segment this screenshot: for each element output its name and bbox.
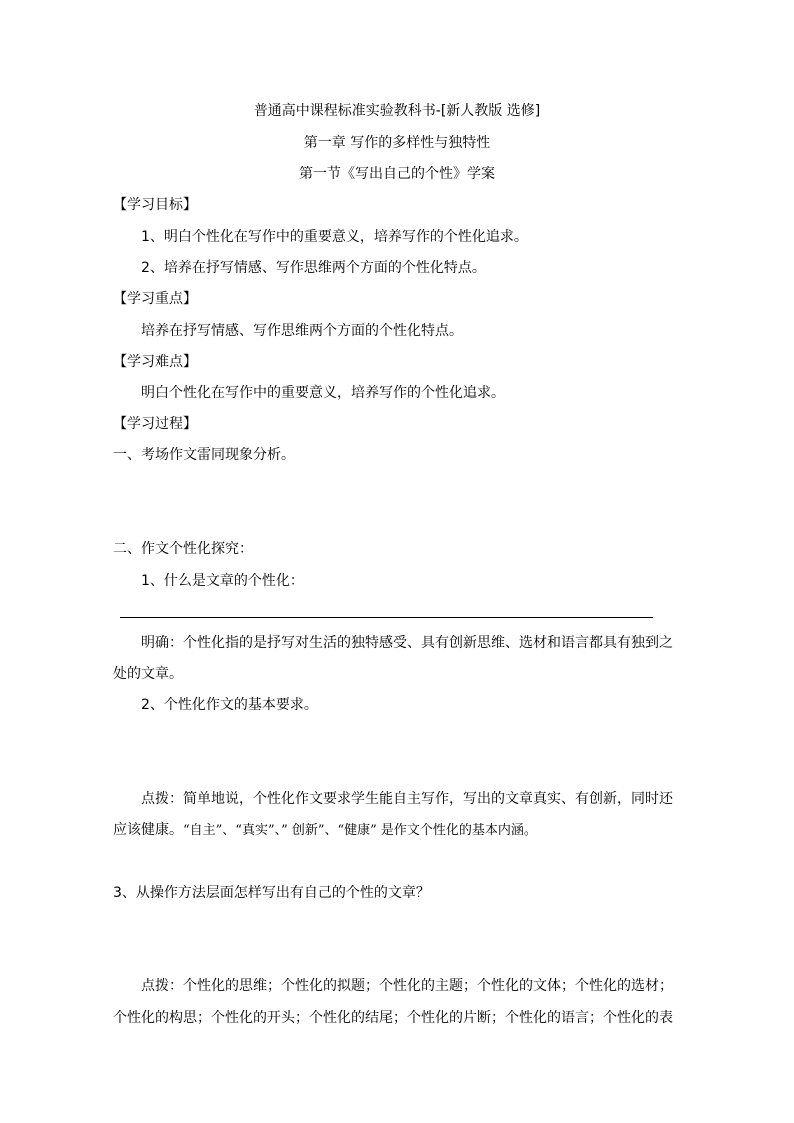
question-1-answer-line-1: 明确：个性化指的是抒写对生活的独特感受、具有创新思维、选材和语言都具有独到之 bbox=[141, 635, 673, 651]
difficulties-text: 明白个性化在写作中的重要意义，培养写作的个性化追求。 bbox=[141, 385, 505, 401]
question-3-tip-line-1: 点拨：个性化的思维；个性化的拟题；个性化的主题；个性化的文体；个性化的选材； bbox=[141, 978, 673, 994]
part2-title: 二、作文个性化探究： bbox=[113, 541, 253, 557]
part1-title: 一、考场作文雷同现象分析。 bbox=[113, 447, 295, 463]
question-2: 2、个性化作文的基本要求。 bbox=[141, 697, 318, 713]
objectives-heading: 【学习目标】 bbox=[113, 197, 197, 213]
question-3: 3、从操作方法层面怎样写出有自己的个性的文章？ bbox=[113, 885, 430, 901]
objective-item-2: 2、培养在抒写情感、写作思维两个方面的个性化特点。 bbox=[141, 260, 486, 276]
question-2-tip-line-2 bbox=[113, 823, 537, 837]
chapter-title: 第一章 写作的多样性与独特性 bbox=[303, 135, 491, 151]
question-2-tip-line-1: 点拨：简单地说，个性化作文要求学生能自主写作，写出的文章真实、有创新，同时还 bbox=[141, 791, 673, 807]
difficulties-heading: 【学习难点】 bbox=[113, 354, 197, 370]
objective-item-1: 1、明白个性化在写作中的重要意义，培养写作的个性化追求。 bbox=[141, 229, 528, 245]
book-title: 普通高中课程标准实验教科书-[新人教版 选修] bbox=[253, 103, 541, 119]
question-2-tip-line-2-quotes: “自主”、“真实”、” 创新”、“健康” 是作文个性化的基本内涵。 bbox=[183, 823, 537, 838]
section-title: 第一节《写出自己的个性》学案 bbox=[299, 166, 495, 182]
key-points-text: 培养在抒写情感、写作思维两个方面的个性化特点。 bbox=[141, 323, 463, 339]
question-2-tip-line-2-start: 应该健康。 bbox=[113, 822, 183, 838]
question-1-answer-line-2: 处的文章。 bbox=[113, 666, 183, 682]
process-heading: 【学习过程】 bbox=[113, 416, 197, 432]
question-1: 1、什么是文章的个性化： bbox=[141, 573, 304, 589]
key-points-heading: 【学习重点】 bbox=[113, 291, 197, 307]
question-3-tip-line-2: 个性化的构思；个性化的开头；个性化的结尾；个性化的片断；个性化的语言；个性化的表 bbox=[113, 1010, 673, 1026]
answer-blank-line bbox=[120, 617, 653, 618]
